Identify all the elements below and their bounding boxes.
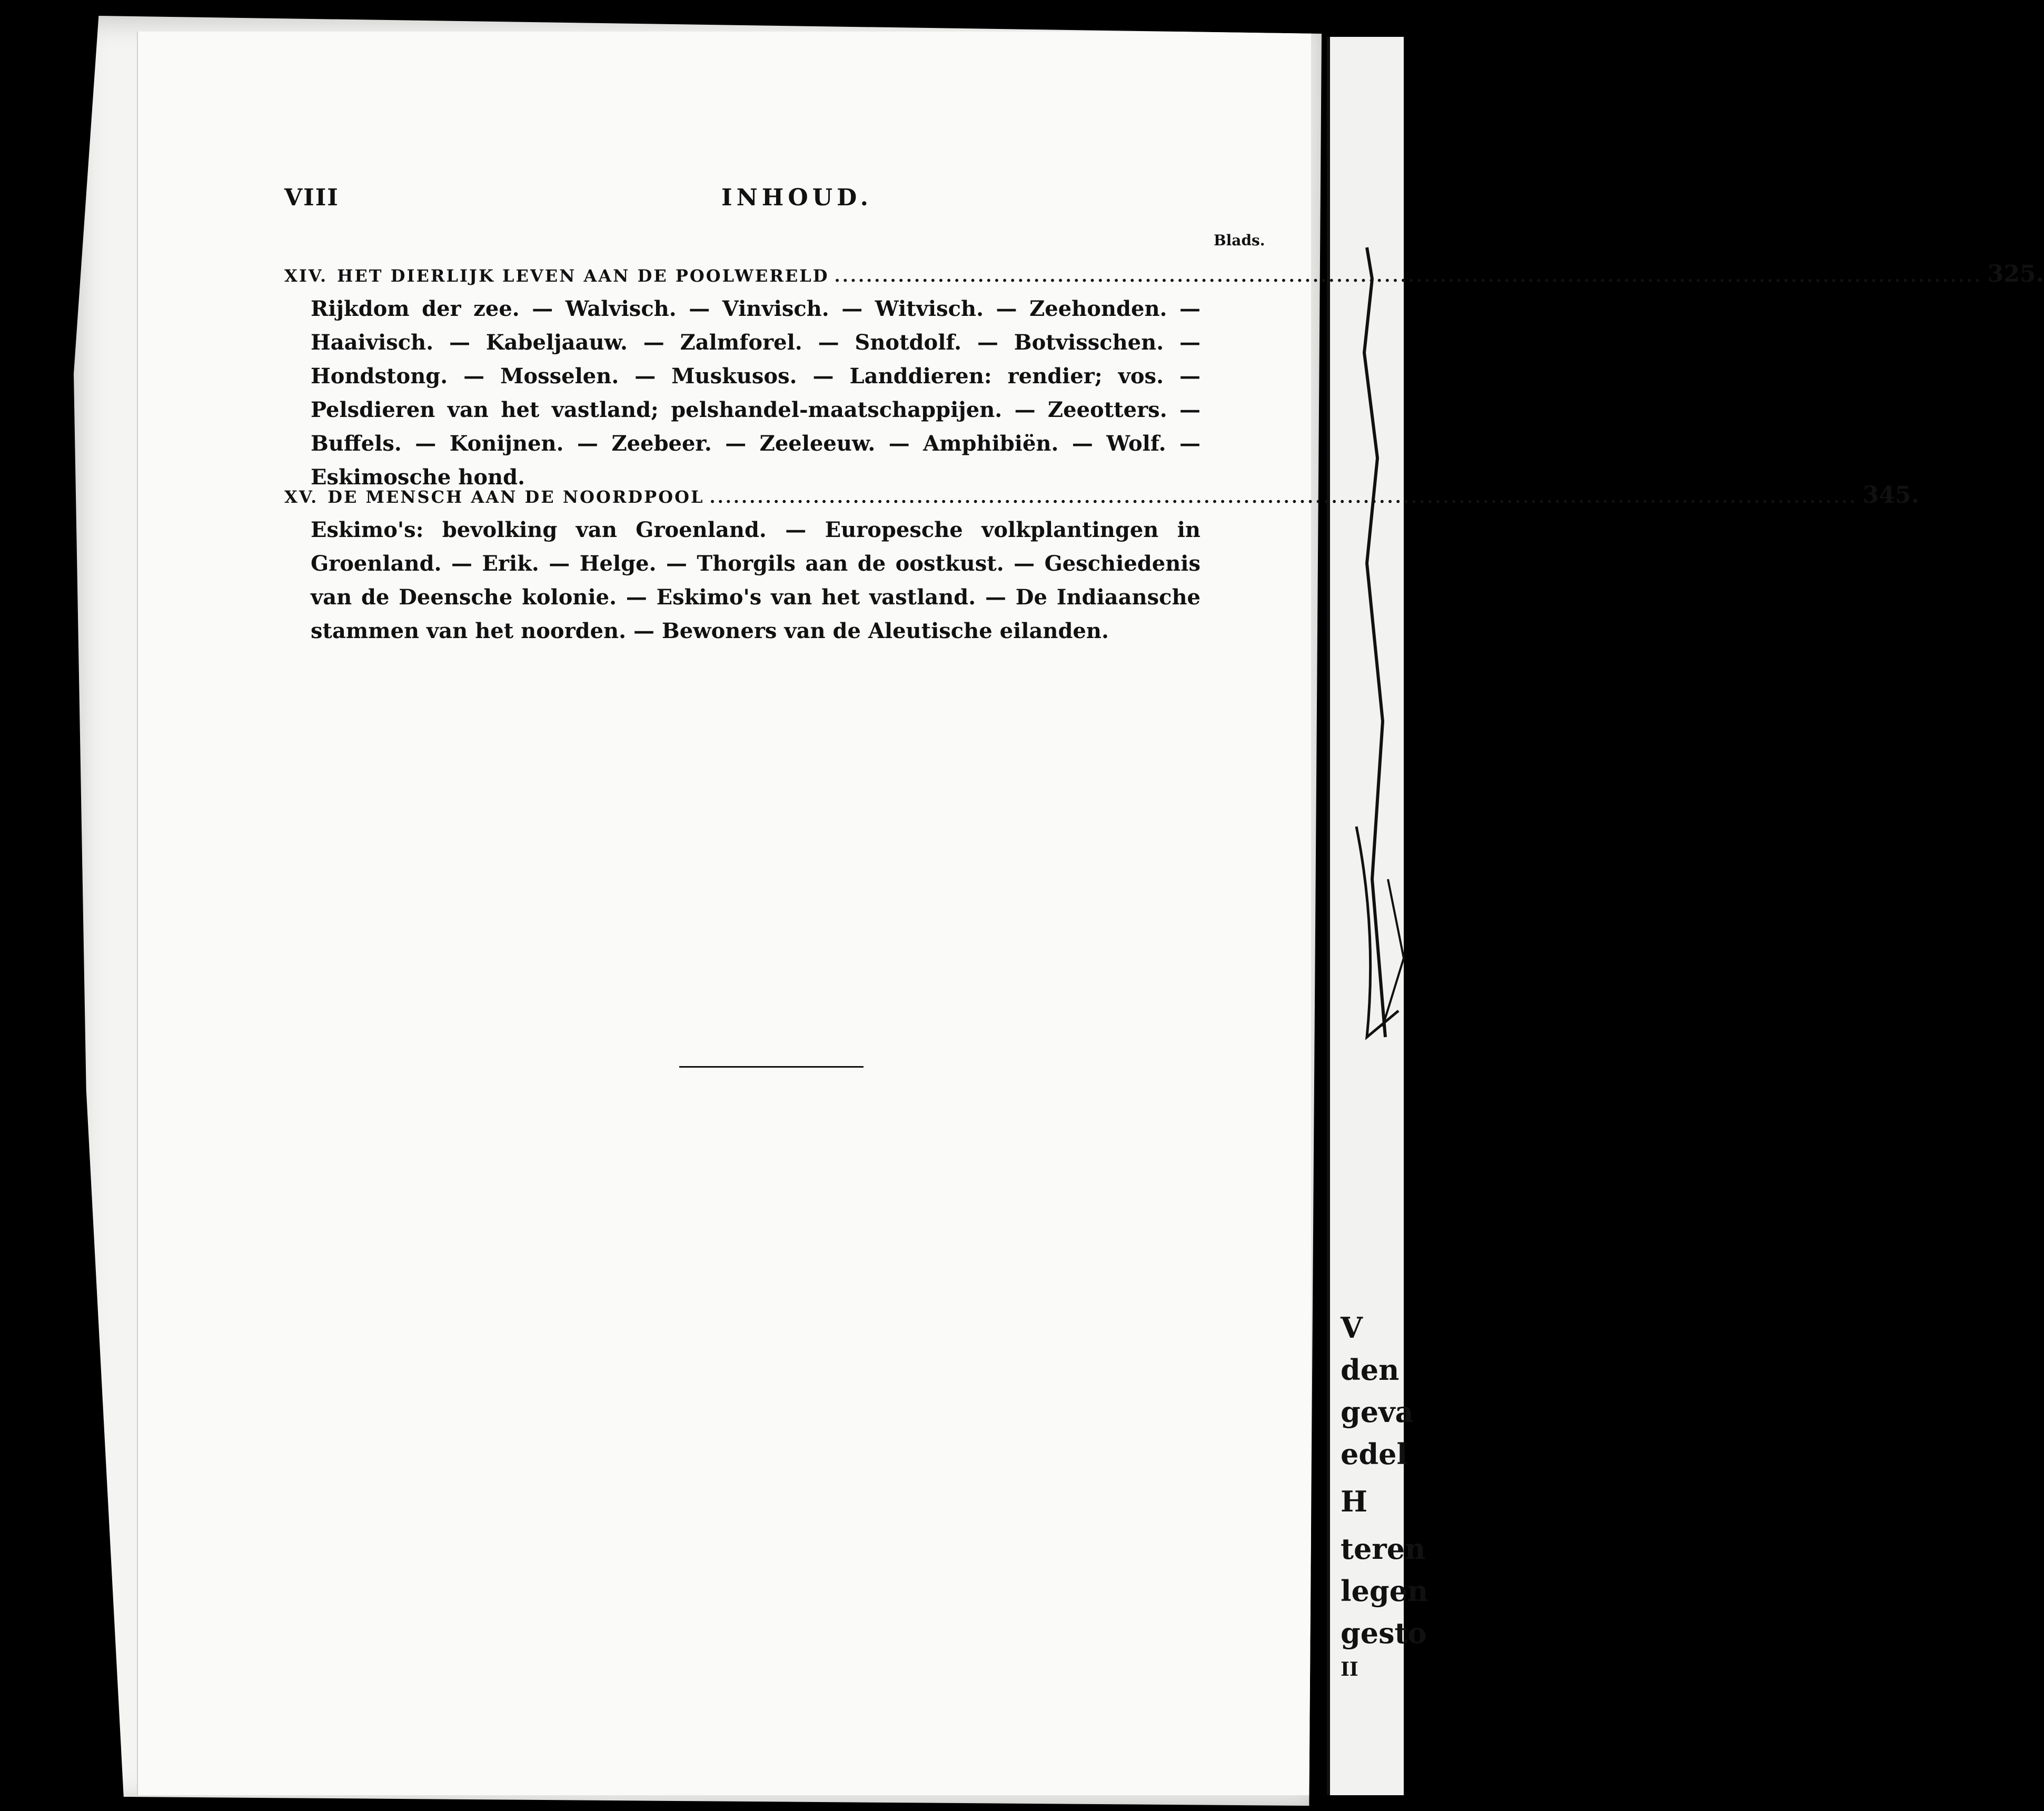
- fragment-line-7: legen: [1341, 1574, 1428, 1608]
- fragment-line-5: H: [1341, 1485, 1368, 1518]
- toc-entry-xiv: [284, 261, 2044, 494]
- fragment-line-1: V: [1341, 1311, 1363, 1345]
- chapter-page: 325.: [1987, 261, 2044, 287]
- running-title: INHOUD.: [721, 184, 872, 211]
- toc-entry-heading: [284, 261, 2044, 292]
- dot-leader: ................................................................................................................................................: [709, 487, 1858, 507]
- chapter-summary: Eskimo's: bevolking van Groenland. — Europesche volkplantingen in Groenland. — Erik. — Helge. — Thorgils aan de oostkust. — Geschiedenis van de Deensche kolonie. — Eskimo's van het vastland. — De Indiaansche stammen van het noorden. — Bewoners van de Aleutische eilanden.: [311, 518, 1200, 643]
- toc-entry-heading: [284, 482, 1919, 513]
- fragment-line-6: teren: [1341, 1532, 1426, 1566]
- page-header: [284, 184, 1269, 221]
- chapter-number: XIV.: [284, 266, 328, 286]
- adjacent-page: [1327, 37, 1428, 1795]
- fragment-line-9: II: [1341, 1658, 1358, 1680]
- engraving-fragment: [1335, 247, 1409, 1142]
- fragment-line-8: gesto: [1341, 1616, 1427, 1650]
- page-column-label: Blads.: [1214, 232, 1265, 249]
- dot-leader: ................................................................................................................................................: [834, 266, 1982, 286]
- fragment-line-3: geva: [1341, 1395, 1414, 1429]
- chapter-number: XV.: [284, 487, 319, 507]
- fragment-line-4: edel: [1341, 1437, 1407, 1471]
- chapter-page: 345.: [1862, 482, 1919, 509]
- toc-entry-xv: [284, 482, 1919, 648]
- chapter-title: HET DIERLIJK LEVEN AAN DE POOLWERELD: [337, 266, 829, 286]
- end-rule: [679, 1066, 864, 1068]
- page-number: VIII: [284, 184, 339, 211]
- fragment-line-2: den: [1341, 1353, 1400, 1387]
- chapter-title: DE MENSCH AAN DE NOORDPOOL: [328, 487, 705, 507]
- chapter-summary: Rijkdom der zee. — Walvisch. — Vinvisch. — Witvisch. — Zeehonden. — Haaivisch. — Kabeljaauw. — Zalmforel. — Snotdolf. — Botvisschen. — Hondstong. — Mosselen. — Muskusos. — Landdieren: rendier; vos. — Pelsdieren van het vastland; pelshandel-maatschappijen. — Zeeotters. — Buffels. — Konijnen. — Zeebeer. — Zeeleeuw. — Amphibiën. — Wolf. — Eskimosche hond.: [311, 296, 1200, 490]
